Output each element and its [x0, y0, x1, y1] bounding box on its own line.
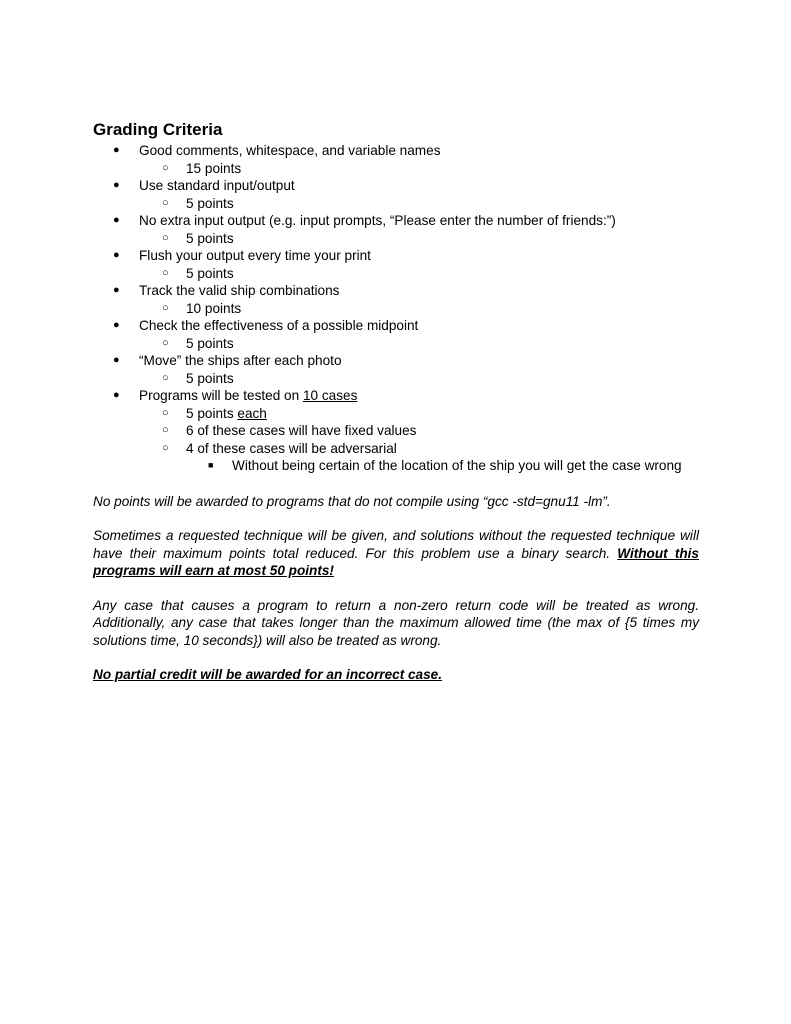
compile-note: No points will be awarded to programs that do not compile using “gcc -std=gnu11 -lm”. [93, 493, 611, 509]
technique-note [93, 527, 699, 580]
testing-each-word: each [237, 405, 267, 421]
bullet-icon: ● [113, 214, 120, 226]
criterion-label: No extra input output (e.g. input prompts, “Please enter the number of friends:”) [139, 213, 616, 228]
testing-adversarial-detail [186, 457, 699, 475]
criterion-label: Flush your output every time your print [139, 248, 371, 263]
circle-bullet-icon: ○ [162, 424, 169, 436]
criterion-points [139, 370, 699, 388]
testing-points-each [139, 405, 699, 423]
criterion-flush [93, 247, 699, 282]
document-page [93, 118, 699, 684]
bullet-icon: ● [113, 319, 120, 331]
adversarial-detail-text: Without being certain of the location of the ship you will get the case wrong [232, 458, 682, 473]
return-code-note: Any case that causes a program to return a non-zero return code will be treated as wrong. Additionally, any case that takes longer than the maximum allowed time (the max of {5 times my solutions time, 10 seconds}) will also be treated as wrong. [93, 597, 699, 648]
criterion-points [139, 265, 699, 283]
criterion-label: Use standard input/output [139, 178, 295, 193]
criterion-label: Check the effectiveness of a possible midpoint [139, 318, 419, 333]
testing-label-prefix: Programs will be tested on [139, 388, 303, 403]
square-bullet-icon: ■ [208, 460, 214, 470]
criterion-label: Good comments, whitespace, and variable names [139, 143, 441, 158]
circle-bullet-icon: ○ [162, 406, 169, 419]
circle-bullet-icon: ○ [162, 336, 169, 349]
criterion-stdio [93, 177, 699, 212]
criteria-list [93, 142, 699, 475]
bullet-icon: ● [113, 389, 120, 401]
testing-adversarial-label: 4 of these cases will be adversarial [186, 440, 397, 456]
criterion-move-ships [93, 352, 699, 387]
technique-warning: Without this programs will earn at most 50 points! [93, 545, 699, 578]
criterion-points [139, 195, 699, 213]
criterion-points [139, 335, 699, 353]
technique-text: Sometimes a requested technique will be given, and solutions without the requested technique will have their maximum points total reduced. For this problem use a binary search. [93, 528, 699, 561]
circle-bullet-icon: ○ [162, 196, 169, 209]
testing-points-prefix: 5 points [186, 405, 238, 421]
circle-bullet-icon: ○ [162, 371, 169, 384]
partial-credit-note: No partial credit will be awarded for an incorrect case. [93, 667, 443, 682]
criterion-comments [93, 142, 699, 177]
circle-bullet-icon: ○ [162, 266, 169, 279]
criterion-track-ships [93, 282, 699, 317]
points-label: 5 points [186, 370, 234, 386]
points-label: 5 points [186, 230, 234, 246]
bullet-icon: ● [113, 144, 120, 156]
testing-cases-count: 10 cases [302, 388, 358, 403]
points-label: 5 points [186, 335, 234, 351]
points-label: 5 points [186, 265, 234, 281]
criterion-midpoint [93, 317, 699, 352]
criterion-points [139, 160, 699, 178]
bullet-icon: ● [113, 354, 120, 366]
criterion-points [139, 300, 699, 318]
testing-fixed-label: 6 of these cases will have fixed values [186, 423, 417, 438]
points-label: 15 points [186, 160, 242, 176]
criterion-label: Track the valid ship combinations [139, 283, 340, 298]
criterion-no-extra-io [93, 212, 699, 247]
criterion-label: “Move” the ships after each photo [139, 353, 342, 368]
page-title: Grading Criteria [93, 120, 223, 139]
bullet-icon: ● [113, 179, 120, 191]
bullet-icon: ● [113, 249, 120, 261]
circle-bullet-icon: ○ [162, 161, 169, 174]
bullet-icon: ● [113, 284, 120, 296]
circle-bullet-icon: ○ [162, 231, 169, 244]
criterion-points [139, 230, 699, 248]
criterion-testing [93, 387, 699, 475]
points-label: 5 points [186, 195, 234, 211]
testing-fixed-cases [139, 422, 699, 440]
circle-bullet-icon: ○ [162, 301, 169, 314]
testing-adversarial-cases [139, 440, 699, 475]
points-label: 10 points [186, 300, 242, 316]
circle-bullet-icon: ○ [162, 441, 169, 454]
